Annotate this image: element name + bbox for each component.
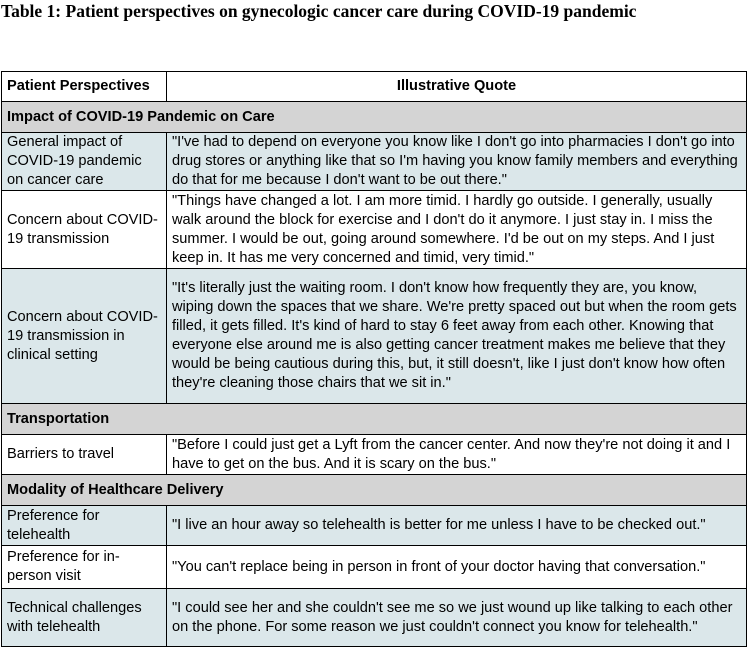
- section-heading: Modality of Healthcare Delivery: [2, 475, 747, 506]
- perspective-cell: General impact of COVID-19 pandemic on cancer care: [2, 133, 167, 191]
- header-illustrative-quote: Illustrative Quote: [167, 72, 747, 102]
- quote-cell: "It's literally just the waiting room. I don't know how frequently they are, you know, wiping down the spaces that we share. We're pretty spaced out but when the room gets filled, it gets filled. It's kind of hard to stay 6 feet away from each other. Knowing that everyone else around me is also getting cancer treatment makes me believe that they would be being cautious during this, but, it still doesn't, like I just don't know how often they're cleaning those chairs that we sit in.": [167, 269, 747, 404]
- section-row-modality: [2, 475, 747, 506]
- quote-cell: "I could see her and she couldn't see me so we just wound up like talking to each other on the phone. For some reason we just couldn't connect you know for telehealth.": [167, 589, 747, 647]
- perspective-cell: Preference for telehealth: [2, 506, 167, 546]
- table-row: [2, 133, 747, 191]
- quote-cell: "You can't replace being in person in front of your doctor having that conversation.": [167, 546, 747, 589]
- quote-cell: "I've had to depend on everyone you know like I don't go into pharmacies I don't go into drug stores or anything like that so I'm having you know family members and everything do that for me because I don't want to be out there.": [167, 133, 747, 191]
- perspective-cell: Concern about COVID-19 transmission: [2, 191, 167, 269]
- section-row-impact: [2, 102, 747, 133]
- quote-cell: "I live an hour away so telehealth is better for me unless I have to be checked out.": [167, 506, 747, 546]
- section-heading: Impact of COVID-19 Pandemic on Care: [2, 102, 747, 133]
- table-row: [2, 435, 747, 475]
- perspective-cell: Preference for in-person visit: [2, 546, 167, 589]
- table-title: Table 1: Patient perspectives on gynecologic cancer care during COVID-19 pandemic: [1, 1, 637, 21]
- perspective-cell: Concern about COVID-19 transmission in clinical setting: [2, 269, 167, 404]
- quote-cell: "Before I could just get a Lyft from the cancer center. And now they're not doing it and I have to get on the bus. And it is scary on the bus.": [167, 435, 747, 475]
- quote-cell: "Things have changed a lot. I am more timid. I hardly go outside. I generally, usually walk around the block for exercise and I don't do it anymore. I just stay in. I miss the summer. I would be out, going around somewhere. I'd be out on my steps. And I just keep in. It has me very concerned and timid, very timid.": [167, 191, 747, 269]
- header-patient-perspectives: Patient Perspectives: [2, 72, 167, 102]
- perspectives-table: [1, 71, 747, 647]
- perspective-cell: Barriers to travel: [2, 435, 167, 475]
- perspective-cell: Technical challenges with telehealth: [2, 589, 167, 647]
- table-row: [2, 506, 747, 546]
- table-row: [2, 546, 747, 589]
- section-heading: Transportation: [2, 404, 747, 435]
- table-row: [2, 191, 747, 269]
- table-row: [2, 589, 747, 647]
- table-row: [2, 269, 747, 404]
- header-row: [2, 72, 747, 102]
- section-row-transportation: [2, 404, 747, 435]
